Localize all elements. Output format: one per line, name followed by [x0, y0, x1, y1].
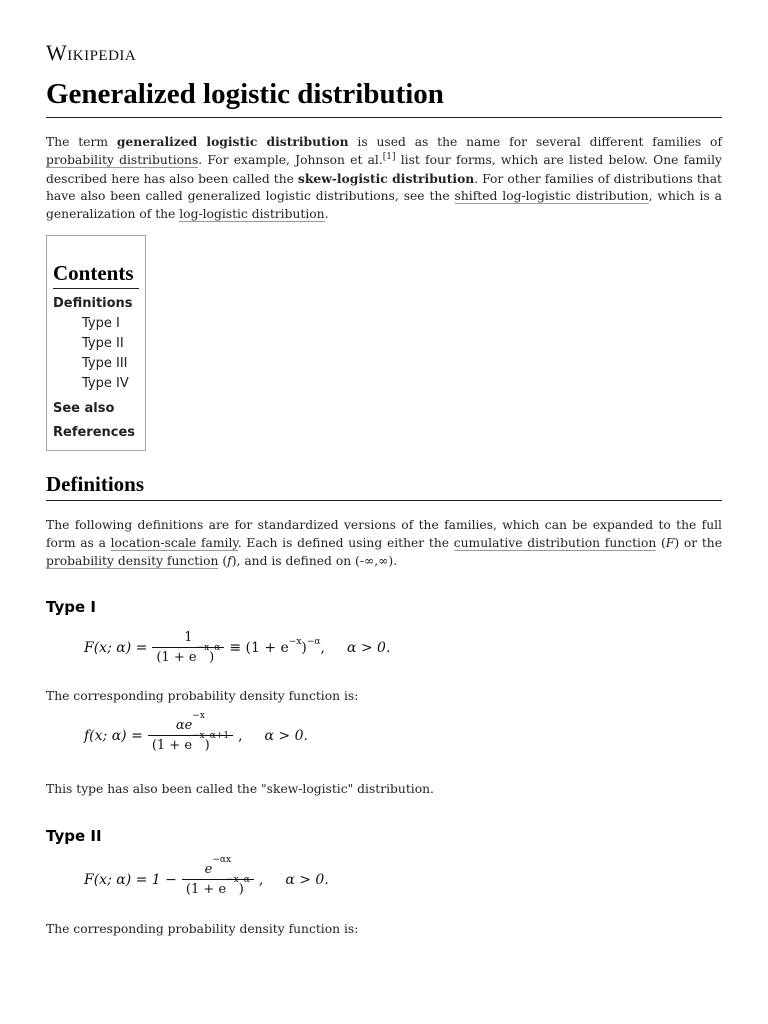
toc-item-type-iv[interactable]: Type IV [82, 376, 129, 391]
exp: α+1 [209, 730, 230, 741]
denominator [152, 642, 224, 665]
link-log-logistic[interactable]: log-logistic distribution [179, 207, 325, 222]
numerator: 1 [184, 630, 193, 645]
table-of-contents [46, 235, 146, 451]
condition: α > 0. [285, 871, 329, 888]
toc-item-type-ii[interactable]: Type II [82, 336, 124, 351]
condition: α > 0. [346, 639, 391, 656]
link-location-scale-family[interactable]: location-scale family [110, 535, 238, 550]
wikipedia-logo[interactable] [46, 40, 136, 66]
denominator [148, 730, 233, 753]
exp: −x [226, 874, 239, 885]
section-heading-definitions: Definitions [46, 472, 722, 501]
comma: , [238, 727, 243, 744]
text: The term [46, 135, 117, 149]
exp: −x [196, 642, 210, 653]
paren: ) [204, 738, 210, 753]
comma: , [320, 639, 325, 656]
den-base: (1 + e [151, 738, 193, 753]
text: . For example, Johnson et al. [198, 152, 383, 167]
paren: ) [301, 639, 307, 656]
text: ( [218, 553, 228, 568]
formula-lhs: f(x; α) = [84, 727, 143, 744]
link-cdf[interactable]: cumulative distribution function [453, 535, 657, 550]
bold-term: skew-logistic distribution [297, 170, 475, 186]
link-pdf[interactable]: probability density function [46, 553, 219, 568]
math-var: F [665, 535, 675, 550]
type1-note: This type has also been called the "skew-logistic" distribution. [46, 782, 434, 796]
fraction [148, 710, 233, 753]
exp: α [243, 874, 250, 885]
type1-pdf-intro: The corresponding probability density function is: [46, 689, 359, 703]
toc-title: Contents [53, 261, 139, 289]
text: . [324, 207, 329, 222]
bold-term: generalized logistic distribution [116, 134, 349, 149]
text: ) or the [674, 535, 722, 550]
math-var: f [227, 553, 232, 568]
page-title: Generalized logistic distribution [46, 78, 722, 118]
text: . For other families of distributions that have also been called generalized logistic distributions, see the [46, 171, 722, 204]
paren: ) [238, 882, 244, 897]
exp: −x [192, 730, 205, 741]
exp: −x [192, 710, 205, 721]
den-base: (1 + e [185, 882, 227, 897]
text: is used as the name for several different families of [348, 135, 722, 149]
exp: α [214, 642, 221, 653]
comma: , [258, 871, 264, 888]
text: The following definitions are for standardized versions of the families, which can be expanded to the full form as a [46, 518, 722, 550]
text: list four forms, which are listed below. One family described here has also been called the [46, 152, 722, 186]
toc-item-type-iii[interactable]: Type III [82, 356, 128, 371]
formula-lhs: F(x; α) = [84, 639, 148, 656]
toc-item-see-also[interactable]: See also [53, 401, 115, 416]
formula-part: ≡ (1 + e [229, 639, 289, 656]
text: ), and is defined on (-∞,∞). [231, 553, 398, 568]
type1-cdf-formula: F(x; α) = $\frac{1}{(1 + e^{-x})^\alpha}$ ≡ (1 + e $^{-x}$ ) $^{-\alpha}$ , α > 0. [84, 630, 391, 665]
subsection-heading-type-i: Type I [46, 598, 96, 616]
text: , which is a generalization of the [46, 189, 722, 222]
type2-pdf-intro: The corresponding probability density function is: [46, 922, 359, 936]
num-base: e [204, 862, 213, 877]
denominator [182, 874, 254, 897]
text: . Each is defined using either the [237, 535, 454, 550]
logo-text: Wikipedia [46, 40, 137, 65]
paren: ) [209, 650, 215, 665]
condition: α > 0. [264, 727, 308, 744]
exp: −αx [212, 854, 232, 865]
intro-paragraph [46, 133, 722, 224]
type1-pdf-formula [84, 710, 308, 753]
den-base: (1 + e [156, 650, 197, 665]
toc-item-definitions[interactable]: Definitions [53, 296, 133, 311]
formula-lhs: F(x; α) = 1 − [84, 871, 177, 888]
link-shifted-log-logistic[interactable]: shifted log-logistic distribution [454, 189, 649, 204]
definitions-paragraph [46, 517, 722, 570]
link-probability-distributions[interactable]: probability distributions [46, 152, 199, 167]
toc-item-references[interactable]: References [53, 425, 136, 440]
num-base: αe [175, 718, 193, 733]
text: ( [656, 535, 666, 550]
toc-item-type-i[interactable]: Type I [82, 316, 120, 331]
subsection-heading-type-ii: Type II [46, 827, 102, 845]
fraction [152, 630, 224, 665]
reference-1[interactable]: [1] [382, 151, 396, 162]
